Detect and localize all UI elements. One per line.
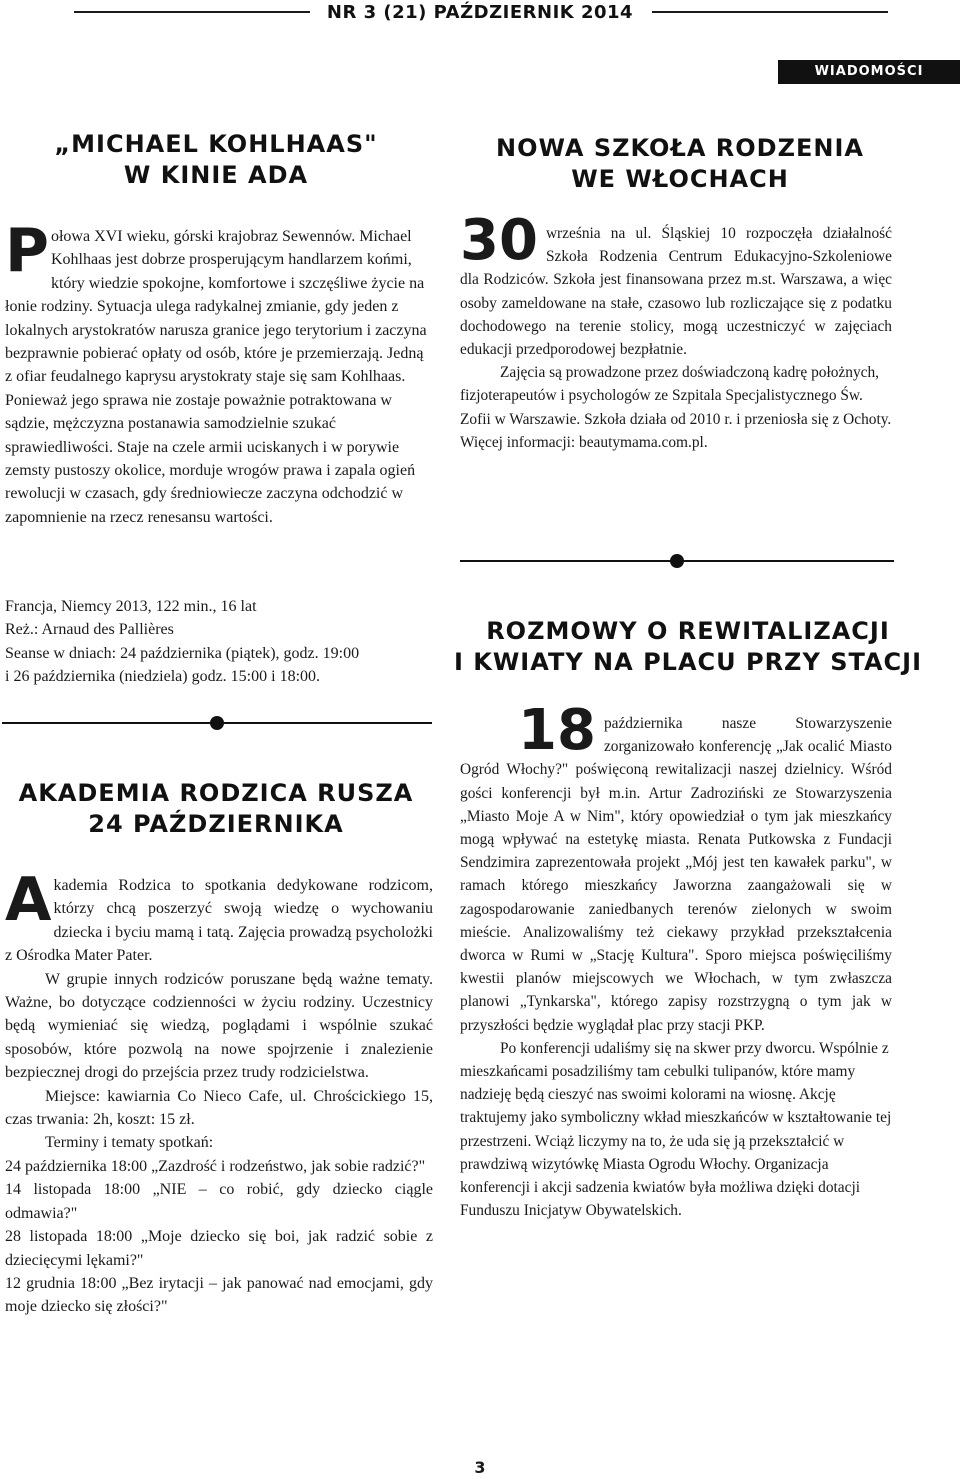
rozmowy-body	[460, 698, 892, 1222]
page-number: 3	[474, 1458, 486, 1477]
separator-dot	[210, 716, 224, 730]
szkola-title-line1: NOWA SZKOŁA RODZENIA	[496, 134, 864, 162]
akademia-body	[5, 865, 433, 1319]
rozmowy-title-line1: ROZMOWY O REWITALIZACJI	[486, 617, 890, 645]
szkola-p2: Zajęcia są prowadzone przez doświadczoną kadrę położnych, fizjoterapeutów i psychologów ze Szpitala Specjalistycznego Św. Zofii w Warszawie. Szkoła działa od 2010 r. i przeniosła się z Ochoty. Więcej informacji: beautymama.com.pl.	[460, 364, 892, 451]
akademia-title-line1: AKADEMIA RODZICA RUSZA	[18, 779, 414, 807]
kohlhaas-title-line2: W KINIE ADA	[123, 161, 309, 189]
akademia-p3: Miejsce: kawiarnia Co Nieco Cafe, ul. Chrościckiego 15, czas trwania: 2h, koszt: 15 zł.	[5, 1087, 433, 1129]
rozmowy-title	[450, 616, 926, 678]
rozmowy-bignum: 18	[518, 698, 596, 763]
akademia-title	[0, 778, 432, 840]
header-rule-right	[652, 11, 888, 13]
kohlhaas-title-line1: „MICHAEL KOHLHAAS"	[54, 130, 378, 158]
kohlhaas-text: ołowa XVI wieku, górski krajobraz Sewennów. Michael Kohlhaas jest dobrze prosperującym handlarzem końmi, który wiedzie spokojne, komfortowe i szczęśliwe życie na łonie rodziny. Sytuacja ulega radykalnej zmianie, gdy jeden z lokalnych arystokratów narusza granice jego terytorium i zaczyna bezprawnie pobierać opłaty od osób, które je przemierzają. Jedną z ofiar feudalnego kaprysu arystokraty staje się sam Kohlhaas. Ponieważ jego sprawa nie zostaje poważnie potraktowana w sądzie, mężczyzna postanawia samodzielnie szukać sprawiedliwości. Staje na czele armii uciskanych i w porywie zemsty pustoszy okolice, morduje wrogów prawa i zapala ogień rewolucji w czasach, gdy średniowiecze zaczyna odchodzić w zapomnienie na rzecz renesansu wartości.	[5, 228, 427, 526]
akademia-p5: 24 października 18:00 „Zazdrość i rodzeństwo, jak sobie radzić?"	[5, 1157, 426, 1175]
kohlhaas-dropcap: P	[5, 216, 49, 286]
separator-left	[2, 714, 432, 732]
separator-dot	[670, 554, 684, 568]
kohlhaas-info	[5, 595, 433, 689]
szkola-p1: września na ul. Śląskiej 10 rozpoczęła działalność Szkoła Rodzenia Centrum Edukacyjno-Szkoleniowe dla Rodziców. Szkoła jest finansowana przez m.st. Warszawa, a więc osoby zameldowane na stałe, czasowo lub rozliczające się z podatku dochodowego na terenie stolicy, mogą uczestniczyć w zajęciach edukacji przedporodowej bezpłatnie.	[460, 225, 892, 359]
issue-label: NR 3 (21) PAŹDZIERNIK 2014	[326, 2, 634, 23]
akademia-p4: Terminy i tematy spotkań:	[45, 1134, 214, 1152]
kohlhaas-title	[0, 129, 432, 191]
akademia-title-line2: 24 PAŹDZIERNIKA	[88, 810, 344, 838]
separator-right	[460, 552, 894, 570]
rozmowy-p1: października nasze Stowarzyszenie zorganizowało konferencję „Jak ocalić Miasto Ogród Włochy?" poświęconą rewitalizacji naszej dzielnicy. Wśród gości konferencji był m.in. Artur Zadroziński ze Stowarzyszenia „Miasto Moje A w Nim", który opowiedział o tym jak mieszkańcy mogą wpływać na estetykę miasta. Renata Putkowska z Fundacji Sendzimira zaprezentowała projekt „Mój jest ten kawałek parku", w ramach którego mieszkańcy Jaworzna zaangażowali się w zagospodarowanie zaniedbanych terenów zielonych w swoim mieście. Analizowaliśmy też ciekawy przykład przekształcenia dworca w Rumi w „Stację Kultura". Sporo miejsca poświęciliśmy kwestii planów miejscowych we Włochach, w tym zwłaszcza planowi „Tynkarska", którego zapisy rozstrzygną o tym jak w przyszłości będzie wyglądał plac przy stacji PKP.	[460, 715, 892, 1034]
akademia-p6: 14 listopada 18:00 „NIE – co robić, gdy dziecko ciągle odmawia?"	[5, 1181, 433, 1222]
szkola-body	[460, 208, 892, 454]
akademia-p8: 12 grudnia 18:00 „Bez irytacji – jak panować nad emocjami, gdy moje dziecko się złości?"	[5, 1274, 433, 1316]
kohlhaas-body	[5, 216, 433, 529]
akademia-p7: 28 listopada 18:00 „Moje dziecko się boi, jak radzić sobie z dziecięcymi lękami?"	[5, 1228, 433, 1269]
rozmowy-p2: Po konferencji udaliśmy się na skwer przy dworcu. Wspólnie z mieszkańcami posadziliśmy tam cebulki tulipanów, które mamy nadzieję będą cieszyć nas swoimi kolorami na wiosnę. Akcję traktujemy jako symboliczny wkład mieszkańców w kształtowanie tej przestrzeni. Wciąż liczymy na to, że uda się ją przekształcić w prawdziwą wizytówkę Miasta Ogrodu Włochy. Organizacja konferencji i akcji sadzenia kwiatów była możliwa dzięki dotacji Funduszu Inicjatyw Obywatelskich.	[460, 1039, 892, 1220]
akademia-dropcap: A	[5, 865, 52, 935]
szkola-title	[450, 133, 910, 195]
kohlhaas-info-4: i 26 października (niedziela) godz. 15:00 i 18:00.	[5, 668, 321, 686]
kohlhaas-info-2: Reż.: Arnaud des Pallières	[5, 621, 174, 639]
kohlhaas-info-1: Francja, Niemcy 2013, 122 min., 16 lat	[5, 598, 257, 615]
kohlhaas-info-3: Seanse w dniach: 24 października (piątek), godz. 19:00	[5, 644, 360, 662]
szkola-bignum: 30	[460, 208, 538, 273]
rozmowy-title-line2: I KWIATY NA PLACU PRZY STACJI	[453, 648, 923, 676]
akademia-p2: W grupie innych rodziców poruszane będą ważne tematy. Ważne, bo dotyczące codzienności w życiu rodziny. Uczestnicy będą wymieniać się wiedzą, poglądami i wspólnie szukać sposobów, które pozwolą na nowe spojrzenie i znalezienie bezpiecznej drogi do przejścia przez trudy rodzicielstwa.	[5, 970, 433, 1082]
akademia-p1: kademia Rodzica to spotkania dedykowane rodzicom, którzy chcą poszerzyć swoją wiedzę o wychowaniu dziecka i byciu mamą i tatą. Zajęcia prowadzą psycholożki z Ośrodka Mater Pater.	[5, 877, 433, 965]
szkola-title-line2: WE WŁOCHACH	[571, 165, 789, 193]
section-badge: WIADOMOŚCI	[778, 60, 960, 84]
